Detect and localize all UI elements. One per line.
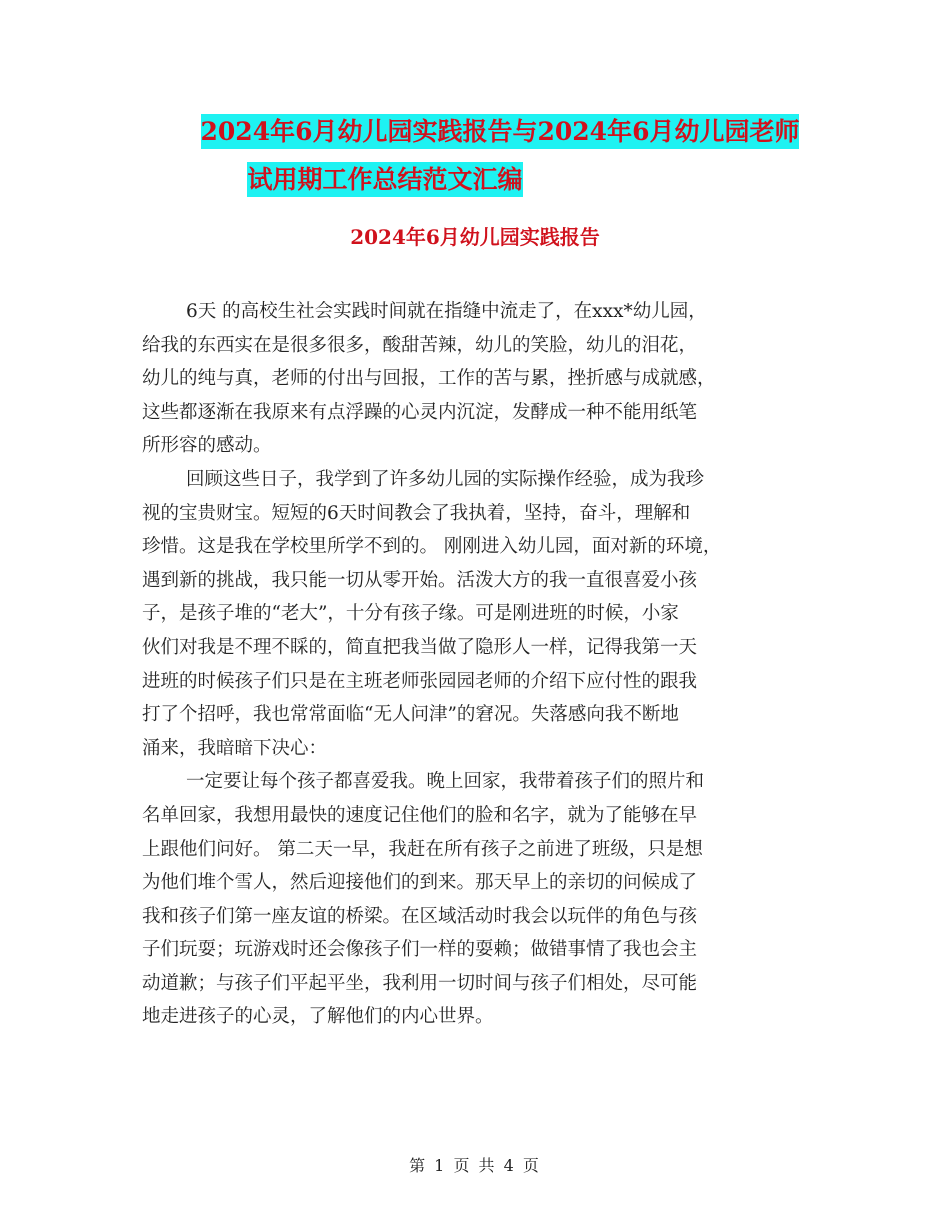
text-line: 幼儿的纯与真，老师的付出与回报，工作的苦与累，挫折感与成就感， bbox=[142, 368, 716, 390]
title-line-1: 2024年6月幼儿园实践报告与2024年6月幼儿园老师 bbox=[25, 108, 950, 156]
text-line: 子，是孩子堆的“老大”，十分有孩子缘。可是刚进班的时候，小家 bbox=[142, 603, 679, 625]
text-line: 遇到新的挑战，我只能一切从零开始。活泼大方的我一直很喜爱小孩 bbox=[142, 569, 698, 591]
text-line: 我和孩子们第一座友谊的桥梁。在区域活动时我会以玩伴的角色与孩 bbox=[142, 905, 698, 927]
document-body bbox=[142, 295, 802, 1034]
page-footer: 第 1 页 共 4 页 bbox=[409, 1156, 541, 1175]
text-line: 所形容的感动。 bbox=[142, 435, 272, 457]
text-line: 视的宝贵财宝。短短的6天时间教会了我执着，坚持，奋斗，理解和 bbox=[142, 502, 691, 524]
text-line: 一定要让每个孩子都喜爱我。晚上回家，我带着孩子们的照片和 bbox=[186, 771, 705, 793]
text-line: 打了个招呼，我也常常面临“无人问津”的窘况。失落感向我不断地 bbox=[142, 704, 679, 726]
text-line: 进班的时候孩子们只是在主班老师张园园老师的介绍下应付性的跟我 bbox=[142, 670, 698, 692]
text-line: 上跟他们问好。 第二天一早，我赶在所有孩子之前进了班级，只是想 bbox=[142, 838, 703, 860]
text-line: 这些都逐渐在我原来有点浮躁的心灵内沉淀，发酵成一种不能用纸笔 bbox=[142, 401, 698, 423]
text-line: 涌来，我暗暗下决心： bbox=[142, 737, 328, 759]
section-title: 2024年6月幼儿园实践报告 bbox=[350, 225, 600, 249]
text-line: 名单回家，我想用最快的速度记住他们的脸和名字，就为了能够在早 bbox=[142, 804, 698, 826]
paragraph-2 bbox=[142, 463, 802, 765]
text-line: 珍惜。这是我在学校里所学不到的。 刚刚进入幼儿园，面对新的环境， bbox=[142, 536, 722, 558]
text-line: 子们玩耍；玩游戏时还会像孩子们一样的耍赖；做错事情了我也会主 bbox=[142, 939, 698, 961]
text-line: 动道歉；与孩子们平起平坐，我利用一切时间与孩子们相处，尽可能 bbox=[142, 972, 698, 994]
text-line: 给我的东西实在是很多很多，酸甜苦辣，幼儿的笑脸，幼儿的泪花， bbox=[142, 334, 698, 356]
text-line: 回顾这些日子，我学到了许多幼儿园的实际操作经验，成为我珍 bbox=[186, 468, 705, 490]
paragraph-1 bbox=[142, 295, 802, 463]
text-line: 地走进孩子的心灵，了解他们的内心世界。 bbox=[142, 1006, 494, 1028]
document-title bbox=[0, 108, 950, 204]
title-line-2: 试用期工作总结范文汇编 bbox=[0, 156, 860, 204]
paragraph-3 bbox=[142, 765, 802, 1034]
text-line: 6天 的高校生社会实践时间就在指缝中流走了，在xxx*幼儿园， bbox=[186, 301, 707, 322]
text-line: 为他们堆个雪人，然后迎接他们的到来。那天早上的亲切的问候成了 bbox=[142, 872, 698, 894]
text-line: 伙们对我是不理不睬的，简直把我当做了隐形人一样，记得我第一天 bbox=[142, 636, 698, 658]
